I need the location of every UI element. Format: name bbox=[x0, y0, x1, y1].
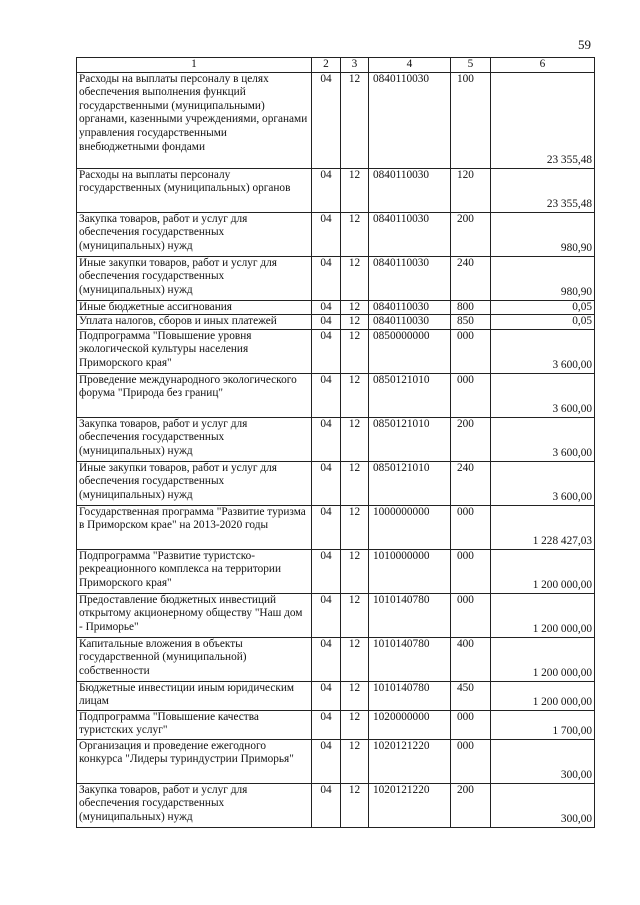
row-name: Уплата налогов, сборов и иных платежей bbox=[77, 315, 312, 330]
row-name: Закупка товаров, работ и услуг для обеспечения государственных (муниципальных) нужд bbox=[77, 783, 312, 827]
header-col-1: 1 bbox=[77, 58, 312, 73]
row-name: Иные закупки товаров, работ и услуг для обеспечения государственных (муниципальных) нужд bbox=[77, 256, 312, 300]
row-target-code: 1020121220 bbox=[369, 739, 451, 783]
row-subsection: 12 bbox=[341, 783, 369, 827]
row-amount: 3 600,00 bbox=[491, 373, 595, 417]
row-subsection: 12 bbox=[341, 681, 369, 710]
row-target-code: 1010000000 bbox=[369, 549, 451, 593]
row-amount: 300,00 bbox=[491, 739, 595, 783]
row-target-code: 0850121010 bbox=[369, 373, 451, 417]
row-expense-type: 000 bbox=[451, 593, 491, 637]
row-name: Расходы на выплаты персоналу государственных (муниципальных) органов bbox=[77, 168, 312, 212]
row-section: 04 bbox=[312, 505, 341, 549]
row-name: Предоставление бюджетных инвестиций открытому акционерному обществу "Наш дом - Приморье" bbox=[77, 593, 312, 637]
row-section: 04 bbox=[312, 256, 341, 300]
table-row bbox=[77, 637, 595, 681]
row-expense-type: 000 bbox=[451, 373, 491, 417]
header-row bbox=[77, 58, 595, 73]
row-expense-type: 000 bbox=[451, 329, 491, 373]
row-section: 04 bbox=[312, 461, 341, 505]
table-row bbox=[77, 212, 595, 256]
row-target-code: 1020121220 bbox=[369, 783, 451, 827]
row-subsection: 12 bbox=[341, 637, 369, 681]
row-name: Расходы на выплаты персоналу в целях обеспечения выполнения функций государственными (муниципальными) органами, казенными учреждениями, органами управления государственными внебюджетными фондами bbox=[77, 72, 312, 168]
table-row bbox=[77, 373, 595, 417]
header-col-2: 2 bbox=[312, 58, 341, 73]
header-col-3: 3 bbox=[341, 58, 369, 73]
row-subsection: 12 bbox=[341, 417, 369, 461]
row-expense-type: 200 bbox=[451, 783, 491, 827]
row-section: 04 bbox=[312, 739, 341, 783]
table-row bbox=[77, 783, 595, 827]
table-row bbox=[77, 593, 595, 637]
row-amount: 3 600,00 bbox=[491, 417, 595, 461]
row-expense-type: 800 bbox=[451, 300, 491, 315]
table-body bbox=[77, 72, 595, 827]
row-amount: 1 200 000,00 bbox=[491, 549, 595, 593]
row-name: Иные бюджетные ассигнования bbox=[77, 300, 312, 315]
row-section: 04 bbox=[312, 593, 341, 637]
row-subsection: 12 bbox=[341, 300, 369, 315]
row-amount: 3 600,00 bbox=[491, 461, 595, 505]
table-row bbox=[77, 461, 595, 505]
row-name: Организация и проведение ежегодного конкурса "Лидеры туриндустрии Приморья" bbox=[77, 739, 312, 783]
row-expense-type: 000 bbox=[451, 505, 491, 549]
row-expense-type: 240 bbox=[451, 461, 491, 505]
row-expense-type: 240 bbox=[451, 256, 491, 300]
row-target-code: 0840110030 bbox=[369, 212, 451, 256]
row-amount: 1 700,00 bbox=[491, 710, 595, 739]
row-subsection: 12 bbox=[341, 710, 369, 739]
row-target-code: 1020000000 bbox=[369, 710, 451, 739]
row-target-code: 0840110030 bbox=[369, 300, 451, 315]
row-amount: 1 228 427,03 bbox=[491, 505, 595, 549]
row-name: Подпрограмма "Повышение уровня экологической культуры населения Приморского края" bbox=[77, 329, 312, 373]
row-amount: 1 200 000,00 bbox=[491, 681, 595, 710]
row-subsection: 12 bbox=[341, 549, 369, 593]
row-subsection: 12 bbox=[341, 593, 369, 637]
row-section: 04 bbox=[312, 710, 341, 739]
table-row bbox=[77, 505, 595, 549]
row-subsection: 12 bbox=[341, 212, 369, 256]
table-row bbox=[77, 168, 595, 212]
row-name: Закупка товаров, работ и услуг для обеспечения государственных (муниципальных) нужд bbox=[77, 417, 312, 461]
row-target-code: 0850000000 bbox=[369, 329, 451, 373]
row-amount: 1 200 000,00 bbox=[491, 637, 595, 681]
table-row bbox=[77, 549, 595, 593]
row-target-code: 1010140780 bbox=[369, 637, 451, 681]
row-target-code: 0840110030 bbox=[369, 168, 451, 212]
row-section: 04 bbox=[312, 417, 341, 461]
row-name: Подпрограмма "Развитие туристско-рекреационного комплекса на территории Приморского края" bbox=[77, 549, 312, 593]
page-number: 59 bbox=[578, 37, 591, 52]
row-amount: 1 200 000,00 bbox=[491, 593, 595, 637]
row-expense-type: 200 bbox=[451, 212, 491, 256]
row-expense-type: 400 bbox=[451, 637, 491, 681]
row-subsection: 12 bbox=[341, 329, 369, 373]
row-amount: 0,05 bbox=[491, 315, 595, 330]
row-expense-type: 850 bbox=[451, 315, 491, 330]
row-subsection: 12 bbox=[341, 505, 369, 549]
row-amount: 23 355,48 bbox=[491, 168, 595, 212]
row-subsection: 12 bbox=[341, 373, 369, 417]
row-section: 04 bbox=[312, 212, 341, 256]
row-subsection: 12 bbox=[341, 461, 369, 505]
row-expense-type: 200 bbox=[451, 417, 491, 461]
row-section: 04 bbox=[312, 637, 341, 681]
row-expense-type: 000 bbox=[451, 739, 491, 783]
row-target-code: 0850121010 bbox=[369, 461, 451, 505]
row-amount: 300,00 bbox=[491, 783, 595, 827]
row-amount: 980,90 bbox=[491, 212, 595, 256]
row-section: 04 bbox=[312, 300, 341, 315]
row-name: Проведение международного экологического форума "Природа без границ" bbox=[77, 373, 312, 417]
table-row bbox=[77, 710, 595, 739]
row-section: 04 bbox=[312, 72, 341, 168]
row-section: 04 bbox=[312, 373, 341, 417]
row-expense-type: 120 bbox=[451, 168, 491, 212]
header-col-6: 6 bbox=[491, 58, 595, 73]
row-name: Бюджетные инвестиции иным юридическим лицам bbox=[77, 681, 312, 710]
table-header bbox=[77, 58, 595, 73]
table-row bbox=[77, 315, 595, 330]
row-section: 04 bbox=[312, 549, 341, 593]
row-amount: 980,90 bbox=[491, 256, 595, 300]
row-section: 04 bbox=[312, 783, 341, 827]
row-subsection: 12 bbox=[341, 739, 369, 783]
row-name: Капитальные вложения в объекты государственной (муниципальной) собственности bbox=[77, 637, 312, 681]
row-amount: 23 355,48 bbox=[491, 72, 595, 168]
row-target-code: 1010140780 bbox=[369, 681, 451, 710]
table-row bbox=[77, 739, 595, 783]
header-col-5: 5 bbox=[451, 58, 491, 73]
row-name: Иные закупки товаров, работ и услуг для обеспечения государственных (муниципальных) нужд bbox=[77, 461, 312, 505]
row-expense-type: 000 bbox=[451, 549, 491, 593]
table-row bbox=[77, 329, 595, 373]
row-section: 04 bbox=[312, 329, 341, 373]
row-subsection: 12 bbox=[341, 256, 369, 300]
row-expense-type: 100 bbox=[451, 72, 491, 168]
row-subsection: 12 bbox=[341, 315, 369, 330]
row-expense-type: 450 bbox=[451, 681, 491, 710]
row-name: Государственная программа "Развитие туризма в Приморском крае" на 2013-2020 годы bbox=[77, 505, 312, 549]
row-name: Закупка товаров, работ и услуг для обеспечения государственных (муниципальных) нужд bbox=[77, 212, 312, 256]
row-target-code: 0840110030 bbox=[369, 256, 451, 300]
row-expense-type: 000 bbox=[451, 710, 491, 739]
row-target-code: 1000000000 bbox=[369, 505, 451, 549]
row-section: 04 bbox=[312, 315, 341, 330]
budget-table bbox=[76, 57, 595, 828]
row-target-code: 0840110030 bbox=[369, 315, 451, 330]
row-target-code: 1010140780 bbox=[369, 593, 451, 637]
row-subsection: 12 bbox=[341, 72, 369, 168]
table-row bbox=[77, 417, 595, 461]
row-section: 04 bbox=[312, 681, 341, 710]
table-row bbox=[77, 256, 595, 300]
row-target-code: 0840110030 bbox=[369, 72, 451, 168]
row-target-code: 0850121010 bbox=[369, 417, 451, 461]
row-subsection: 12 bbox=[341, 168, 369, 212]
row-name: Подпрограмма "Повышение качества туристских услуг" bbox=[77, 710, 312, 739]
table-row bbox=[77, 300, 595, 315]
table-row bbox=[77, 681, 595, 710]
row-amount: 0,05 bbox=[491, 300, 595, 315]
row-section: 04 bbox=[312, 168, 341, 212]
header-col-4: 4 bbox=[369, 58, 451, 73]
row-amount: 3 600,00 bbox=[491, 329, 595, 373]
table-row bbox=[77, 72, 595, 168]
